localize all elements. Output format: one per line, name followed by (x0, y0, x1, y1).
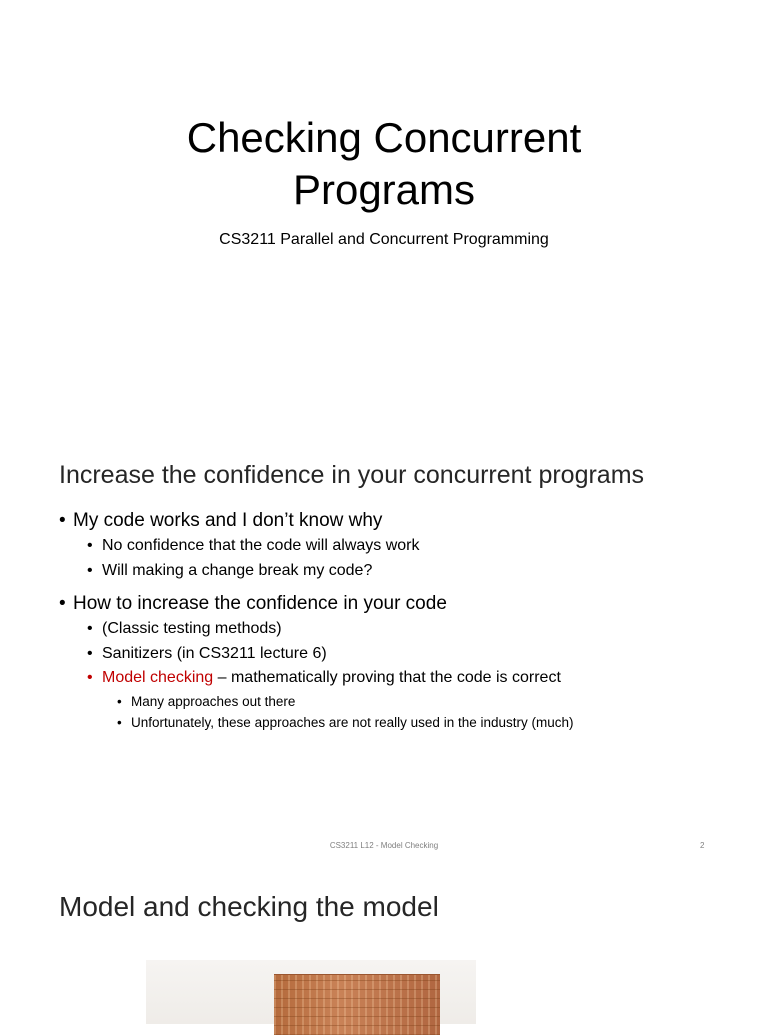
sub-bullet-list (59, 534, 739, 583)
sub-bullet-item: • Will making a change break my code? (59, 559, 739, 584)
slide-title (0, 112, 768, 216)
sub-sub-bullet-item: • Unfortunately, these approaches are not really used in the industry (much) (59, 712, 739, 734)
highlight-term: Model checking (102, 669, 214, 686)
content-slide (0, 440, 768, 860)
model-slide (0, 880, 768, 1024)
bullet-text: How to increase the confidence in your code (73, 593, 447, 614)
slide-footer: CS3211 L12 - Model Checking (329, 841, 439, 850)
title-slide (0, 0, 768, 430)
sub-sub-bullet-item: • Many approaches out there (59, 691, 739, 713)
bullet-list (59, 506, 739, 734)
sub-bullet-list (59, 617, 739, 734)
sub-bullet-item: • Sanitizers (in CS3211 lecture 6) (59, 642, 739, 667)
sub-bullet-item: • No confidence that the code will always work (59, 534, 739, 559)
model-photo (146, 960, 476, 1024)
wooden-model-image (274, 974, 440, 1035)
bullet-item (59, 591, 739, 617)
slide-subtitle: CS3211 Parallel and Concurrent Programming (219, 231, 549, 248)
sub-bullet-item-model-checking (59, 666, 739, 691)
highlight-description: – mathematically proving that the code is correct (213, 669, 561, 686)
bullet-item (59, 508, 739, 534)
bullet-text: My code works and I don’t know why (73, 510, 383, 531)
page-number: 2 (700, 841, 705, 850)
title-line-1: Checking Concurrent (186, 114, 582, 161)
title-line-2: Programs (292, 166, 476, 213)
sub-bullet-item: • (Classic testing methods) (59, 617, 739, 642)
slide-heading: Increase the confidence in your concurrent programs (59, 461, 645, 489)
slide-heading: Model and checking the model (59, 891, 439, 922)
